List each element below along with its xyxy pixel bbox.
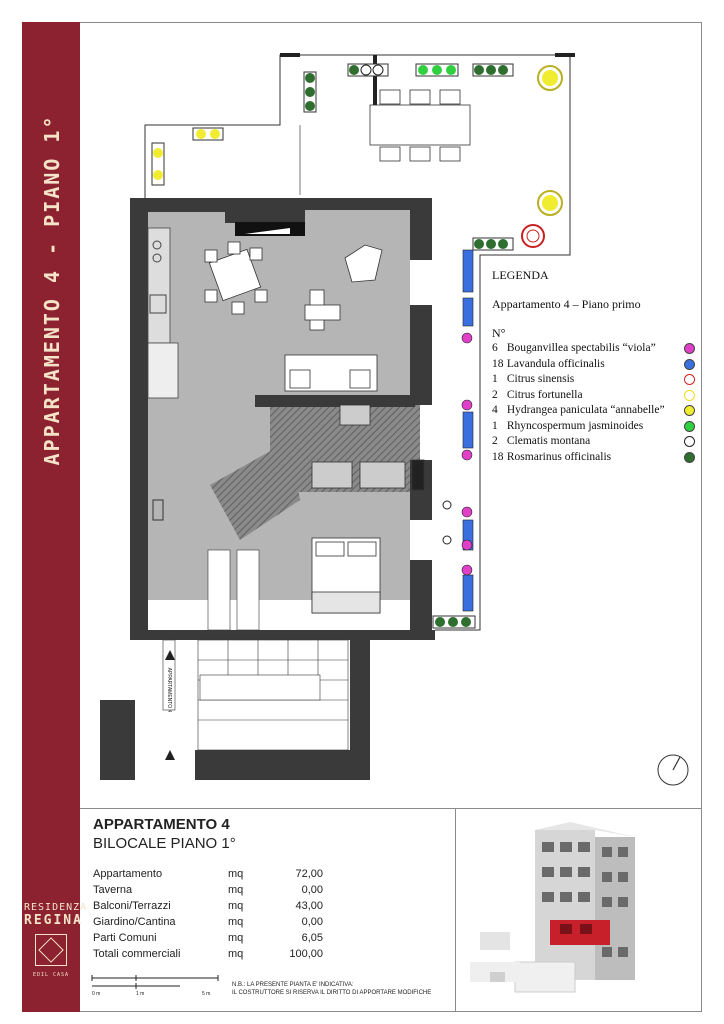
legend-qty: 18: [492, 357, 504, 370]
legend-qty: 6: [492, 342, 498, 354]
legend-swatch-icon: [684, 421, 695, 432]
legend-qty: 1: [492, 419, 498, 432]
area-label: Giardino/Cantina: [93, 916, 176, 928]
area-row: [93, 866, 323, 882]
area-label: Balconi/Terrazzi: [93, 900, 171, 912]
legend-qty: 4: [492, 404, 498, 416]
legend-plant-name: Citrus fortunella: [506, 388, 583, 401]
citrus-sinensis: [522, 225, 544, 247]
bottom-vdivider: [455, 808, 456, 1012]
disclaimer-note: [232, 981, 431, 997]
info-title: APPARTAMENTO 4: [93, 816, 230, 833]
info-subtitle: BILOCALE PIANO 1°: [93, 835, 236, 852]
note-line1: N.B.: LA PRESENTE PIANTA E' INDICATIVA:: [232, 982, 354, 988]
legend-qty: 1: [492, 373, 498, 385]
legend-item: [492, 434, 702, 450]
legend-qty: 18: [492, 450, 504, 463]
outdoor-table: [370, 90, 470, 161]
legend-item: [492, 403, 702, 419]
area-row: [93, 914, 323, 930]
legend-swatch-icon: [684, 343, 695, 354]
legend-swatch-icon: [684, 452, 695, 463]
legend-swatch-icon: [684, 374, 695, 385]
area-unit: mq: [228, 948, 244, 960]
area-value: 43,00: [295, 900, 323, 912]
area-value: 100,00: [289, 948, 323, 960]
scale-label-5: 5 m: [202, 991, 211, 996]
kitchen-counter: [148, 228, 170, 343]
compass-icon: [658, 755, 688, 785]
legend-plant-name: Lavandula officinalis: [506, 357, 605, 370]
area-unit: mq: [228, 916, 244, 928]
area-unit: mq: [228, 884, 244, 896]
legend-swatch-icon: [684, 359, 695, 370]
legend-item: [492, 357, 702, 373]
brand-emblem-icon: [35, 934, 67, 966]
sidebar-title: APPARTAMENTO 4 - PIANO 1°: [40, 114, 64, 466]
area-label: Parti Comuni: [93, 932, 157, 944]
brand-line2: REGINA: [24, 913, 83, 928]
citrus-fortunella: [538, 66, 562, 215]
legend: [492, 268, 702, 465]
area-unit: mq: [228, 932, 244, 944]
area-value: 0,00: [301, 916, 323, 928]
area-value: 0,00: [301, 884, 323, 896]
hydrangea-planters: [152, 128, 223, 185]
scale-label-0: 0 m: [92, 991, 101, 996]
legend-subtitle: Appartamento 4 – Piano primo: [492, 297, 641, 311]
legend-swatch-icon: [684, 390, 695, 401]
brand-logo: [24, 902, 88, 978]
legend-qty: 2: [492, 435, 498, 447]
legend-item: [492, 388, 702, 404]
area-row: [93, 930, 323, 946]
legend-item: [492, 341, 702, 357]
bed: [312, 538, 380, 613]
legend-qty: 2: [492, 388, 498, 401]
area-unit: mq: [228, 900, 244, 912]
legend-number-header: N°: [492, 326, 506, 340]
clematis: [443, 501, 451, 544]
area-table: [93, 866, 323, 962]
legend-plant-name: Bouganvillea spectabilis “viola”: [506, 342, 656, 354]
legend-item: [492, 450, 702, 466]
legend-plant-name: Citrus sinensis: [506, 373, 575, 385]
legend-rows: [492, 341, 702, 465]
area-value: 6,05: [301, 932, 323, 944]
legend-plant-name: Clematis montana: [506, 435, 591, 447]
area-row: [93, 898, 323, 914]
brand-line1: RESIDENZA: [24, 902, 88, 913]
legend-plant-name: Rhyncospermum jasminoides: [506, 419, 644, 432]
legend-plant-name: Hydrangea paniculata “annabelle”: [506, 404, 665, 416]
legend-title: LEGENDA: [492, 268, 549, 282]
area-label: Totali commerciali: [93, 948, 181, 960]
scale-label-1: 1 m: [136, 991, 145, 996]
legend-swatch-icon: [684, 405, 695, 416]
area-label: Taverna: [93, 884, 133, 896]
building-render: [460, 812, 698, 1008]
area-unit: mq: [228, 868, 244, 880]
legend-plant-name: Rosmarinus officinalis: [506, 450, 612, 463]
legend-item: [492, 419, 702, 435]
area-value: 72,00: [295, 868, 323, 880]
note-line2: IL COSTRUTTORE SI RISERVA IL DIRITTO DI APPORTARE MODIFICHE: [232, 990, 432, 996]
brand-small: EDIL CASA: [32, 972, 70, 978]
legend-item: [492, 372, 702, 388]
legend-swatch-icon: [684, 436, 695, 447]
bottom-divider: [80, 808, 702, 809]
area-label: Appartamento: [93, 868, 163, 880]
lavandula-planters: [463, 250, 473, 611]
area-row: [93, 882, 323, 898]
scale-bar: [90, 972, 220, 996]
area-row: [93, 946, 323, 962]
staircase: [163, 640, 348, 750]
jasmine-planter: [416, 64, 458, 76]
stair-label: APPARTAMENTO 4: [166, 667, 172, 713]
